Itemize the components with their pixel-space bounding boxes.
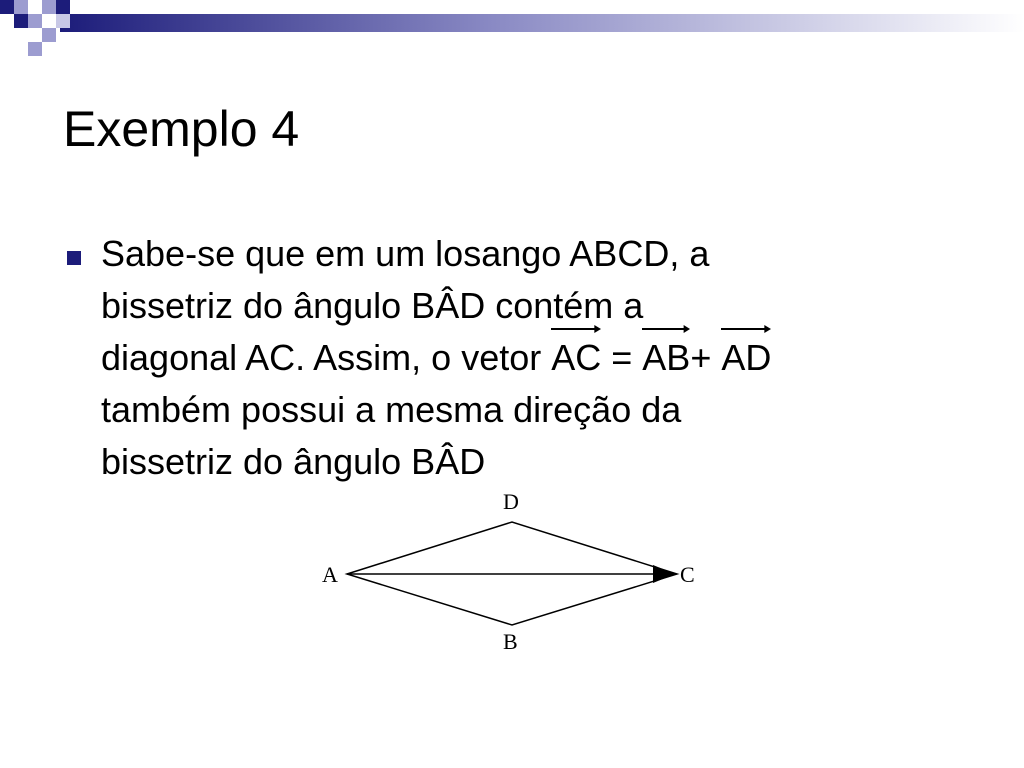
equals-sign: = (601, 337, 643, 378)
vertex-label-c: C (680, 562, 695, 587)
vertex-label-d: D (503, 489, 519, 514)
bullet-text (101, 228, 963, 488)
deco-square (0, 0, 14, 14)
vector-ac (551, 332, 601, 384)
vector-arrow-icon (642, 324, 690, 334)
deco-square (56, 0, 70, 14)
text-line: também possui a mesma direção da (101, 389, 682, 430)
bullet-square-icon (67, 251, 81, 265)
header-gradient-band (60, 14, 1024, 32)
text-fragment: diagonal AC. Assim, o vetor (101, 337, 552, 378)
vector-ad (721, 332, 771, 384)
vertex-label-b: B (503, 629, 518, 654)
vector-label: AD (721, 337, 772, 378)
deco-square (42, 0, 56, 14)
deco-square (42, 28, 56, 42)
vertex-label-a: A (322, 562, 338, 587)
bullet-item (63, 228, 963, 488)
deco-square (14, 14, 28, 28)
plus-sign: + (690, 337, 722, 378)
deco-square (14, 0, 28, 14)
text-line: bissetriz do ângulo BÂD contém a (101, 285, 644, 326)
slide-title: Exemplo 4 (63, 101, 300, 157)
deco-square (28, 42, 42, 56)
vector-ab (642, 332, 690, 384)
deco-square (56, 14, 70, 28)
arrowhead-icon (653, 565, 675, 583)
vector-label: AB (642, 337, 691, 378)
deco-square (28, 14, 42, 28)
vector-arrow-icon (721, 324, 771, 334)
header-decoration (0, 0, 1024, 60)
rhombus-diagram (310, 485, 710, 660)
text-line-vector-equation (101, 332, 963, 384)
text-line: Sabe-se que em um losango ABCD, a (101, 233, 710, 274)
text-line: bissetriz do ângulo BÂD (101, 441, 486, 482)
vector-label: AC (551, 337, 602, 378)
vector-arrow-icon (551, 324, 601, 334)
